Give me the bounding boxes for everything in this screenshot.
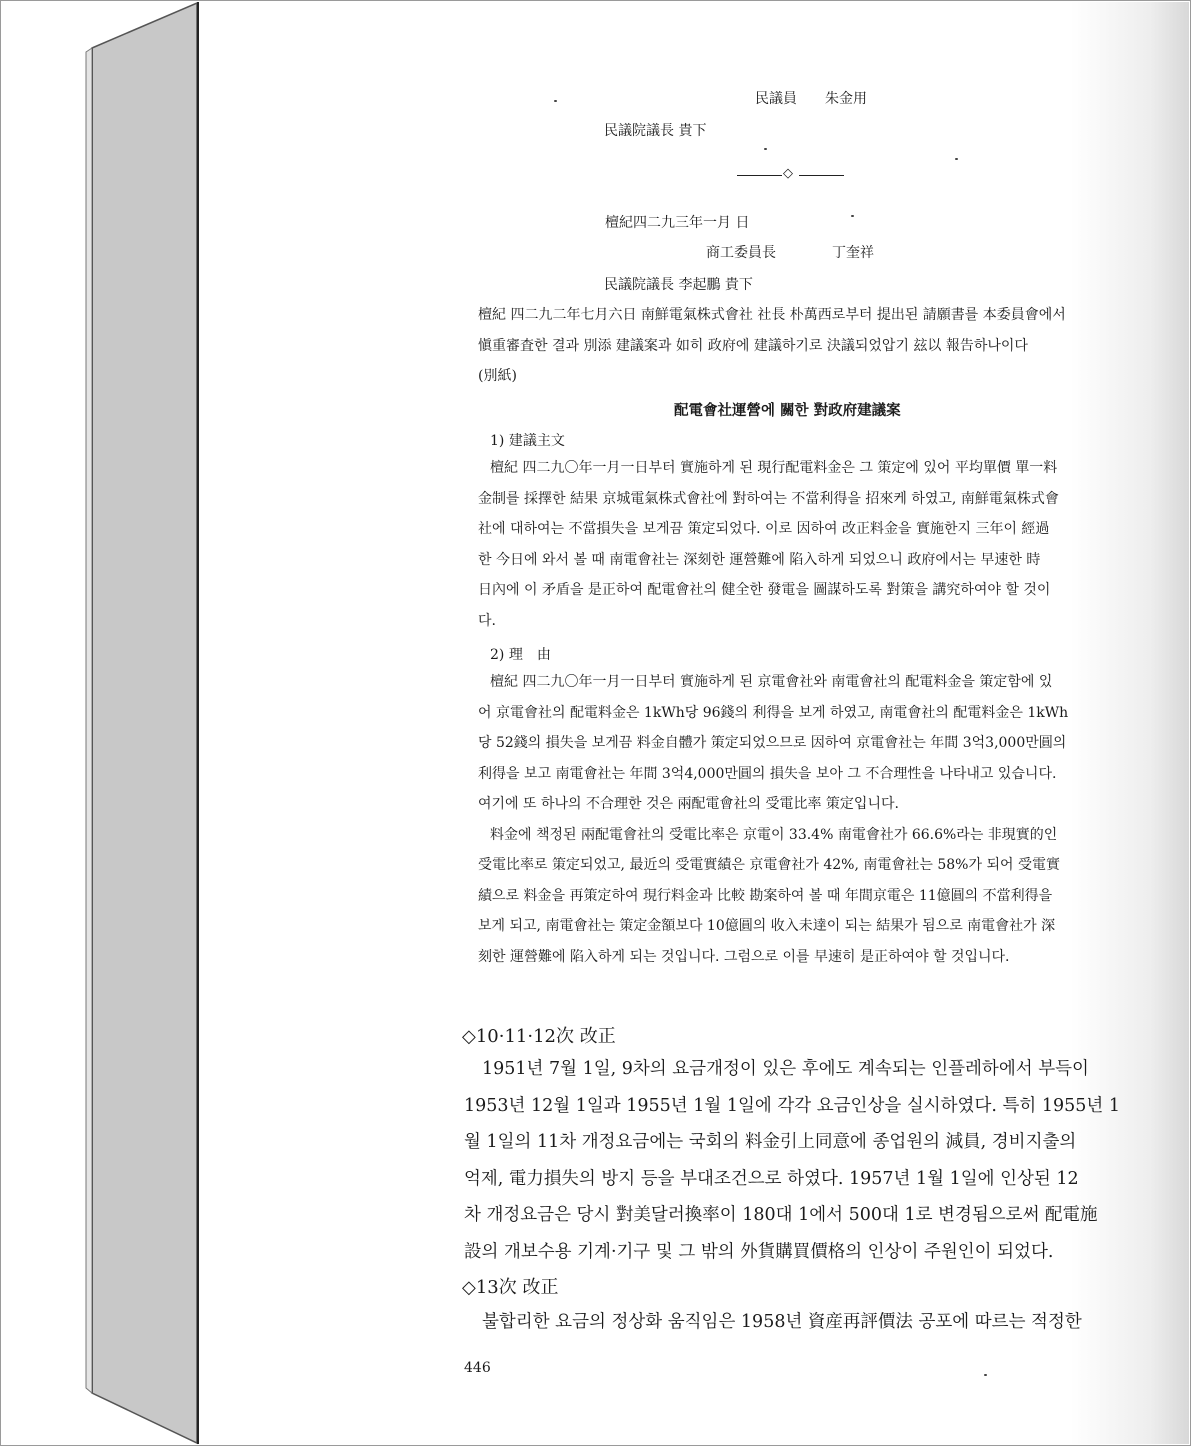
scan-speck (851, 215, 854, 217)
page-number: 446 (464, 1360, 491, 1376)
paragraph-line: 억제, 電力損失의 방지 등을 부대조건으로 하였다. 1957년 1월 1일에 인상된 12 (464, 1168, 1079, 1189)
revision-paragraph-2 (464, 1304, 1136, 1341)
committee-chair-signature: 商工委員長 丁奎祥 (706, 245, 874, 261)
paragraph-line: 1951년 7월 1일, 9차의 요금개정이 있은 후에도 계속되는 인플레하에서 부득이 (482, 1059, 1089, 1079)
report-intro (478, 300, 1111, 392)
section1-heading: 1) 建議主文 (490, 433, 565, 449)
section2-line: 刻한 運營難에 陷入하게 되는 것입니다. 그럼으로 이를 早速히 是正하여야 할 것입니다. (478, 948, 1010, 965)
section2-line: 受電比率로 策定되었고, 最近의 受電實績은 京電會社가 42%, 南電會社는 58%가 되어 受電實 (478, 857, 1060, 873)
scan-speck (764, 148, 767, 150)
section1-body (478, 453, 1111, 636)
section2-body (478, 667, 1111, 972)
section1-line: 한 今日에 와서 볼 때 南電會社는 深刻한 運營難에 陷入하게 되었으니 政府에서는 早速한 時 (478, 551, 1041, 568)
section2-line: 績으로 料金을 再策定하여 現行料金과 比較 勘案하여 볼 때 年間京電은 11億圓의 不當利得을 (478, 887, 1053, 904)
scan-speck (554, 100, 557, 102)
section-heading-13: ◇13次 改正 (462, 1277, 559, 1298)
divider-diamond: ◇ (783, 166, 793, 181)
scan-speck (955, 158, 958, 160)
section2-line: 보게 되고, 南電會社는 策定金額보다 10億圓의 收入未達이 되는 結果가 됨으로 南電會社가 深 (478, 918, 1056, 934)
paragraph-line: 불합리한 요금의 정상화 움직임은 1958년 資産再評價法 공포에 따르는 적정한 (482, 1312, 1082, 1332)
section1-line: 金制를 採擇한 結果 京城電氣株式會社에 對하여는 不當利得을 招來케 하였고, 南鮮電氣株式會 (478, 490, 1059, 507)
intro-line: 愼重審査한 결과 別添 建議案과 如히 政府에 建議하기로 決議되었압기 玆以 報告하나이다 (478, 337, 1028, 354)
section1-line: 다. (478, 612, 496, 629)
divider-right-rule (799, 175, 844, 176)
intro-line: (別紙) (478, 368, 517, 384)
section1-line: 社에 대하여는 不當損失을 보게끔 策定되었다. 이로 因하여 改正料金을 實施한지 三年이 經過 (478, 521, 1050, 537)
scan-speck (984, 1374, 987, 1376)
book-page (197, 2, 1189, 1444)
section2-line: 利得을 보고 南電會社는 年間 3억4,000만圓의 損失을 보아 그 不合理性을 나타내고 있습니다. (478, 765, 1057, 782)
section2-line: 여기에 또 하나의 不合理한 것은 兩配電會社의 受電比率 策定입니다. (478, 796, 899, 812)
addressee-line: 民議院議長 貴下 (604, 123, 707, 139)
divider-left-rule (737, 175, 782, 176)
section2-line: 檀紀 四二九〇年一月一日부터 實施하게 된 京電會社와 南電會社의 配電料金을 策定함에 있 (490, 674, 1053, 690)
section-heading-10-11-12: ◇10·11·12次 改正 (462, 1026, 616, 1047)
paragraph-line: 設의 개보수용 기계·기구 및 그 밖의 外貨購買價格의 인상이 주원인이 되었다. (464, 1241, 1054, 1262)
proposal-title: 配電會社運營에 關한 對政府建議案 (674, 402, 901, 419)
revision-paragraph-1 (464, 1051, 1136, 1270)
paragraph-line: 차 개정요금은 당시 對美달러換率이 180대 1에서 500대 1로 변경됨으로써 配電施 (464, 1205, 1098, 1225)
intro-line: 檀紀 四二九二年七月六日 南鮮電氣株式會社 社長 朴萬西로부터 提出된 請願書를 本委員會에서 (478, 307, 1066, 323)
paragraph-line: 1953년 12월 1일과 1955년 1월 1일에 각각 요금인상을 실시하였다. 특히 1955년 1 (464, 1095, 1120, 1116)
paragraph-line: 월 1일의 11차 개정요금에는 국회의 料金引上同意에 종업원의 減員, 경비지출의 (464, 1132, 1077, 1152)
section1-line: 日內에 이 矛盾을 是正하여 配電會社의 健全한 發電을 圖謀하도록 對策을 講究하여야 할 것이 (478, 582, 1051, 598)
section2-line: 당 52錢의 損失을 보게끔 料金自體가 策定되었으므로 因하여 京電會社는 年間 3억3,000만圓의 (478, 735, 1067, 751)
section2-heading: 2) 理 由 (490, 647, 551, 663)
report-date: 檀紀四二九三年一月 日 (605, 215, 750, 231)
member-signature: 民議員 朱金用 (755, 91, 867, 107)
report-addressee: 民議院議長 李起鵬 貴下 (604, 277, 753, 293)
section2-line: 어 京電會社의 配電料金은 1kWh당 96錢의 利得을 보게 하였고, 南電會社의 配電料金은 1kWh (478, 704, 1069, 721)
section2-line: 料金에 책정된 兩配電會社의 受電比率은 京電이 33.4% 南電會社가 66.6%라는 非現實的인 (490, 826, 1058, 843)
section1-line: 檀紀 四二九〇年一月一日부터 實施하게 된 現行配電料金은 그 策定에 있어 平均單價 單一料 (490, 460, 1058, 476)
book-spine-illustration (0, 0, 200, 1446)
